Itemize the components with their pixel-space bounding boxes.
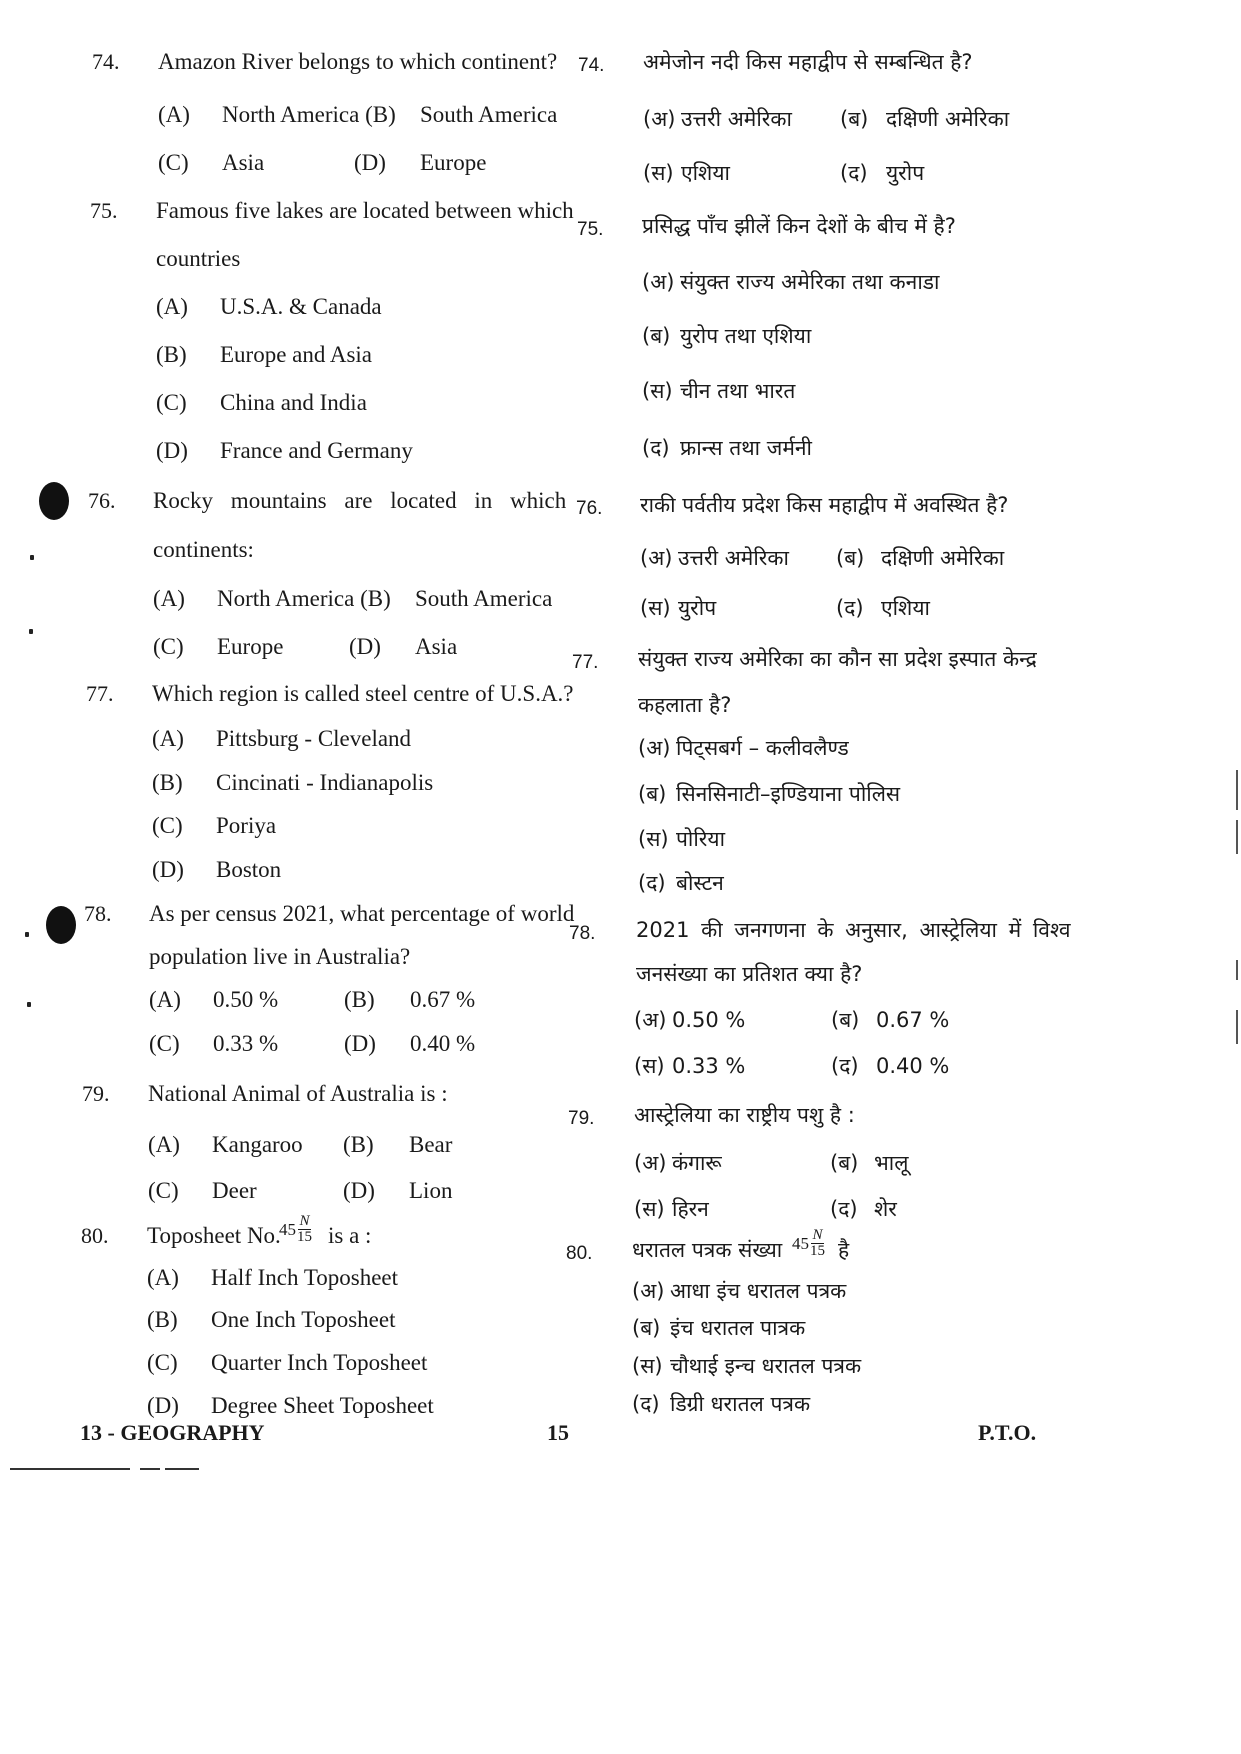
option-label: (A) <box>149 987 181 1012</box>
question-text: प्रसिद्ध पाँच झीलें किन देशों के बीच में है? <box>642 214 956 238</box>
option-label: (A) <box>152 726 184 751</box>
option-text: 0.67 % <box>876 1008 950 1032</box>
option-text: पोरिया <box>676 827 726 851</box>
option-label: (द) <box>632 1392 660 1416</box>
question-number: 77. <box>572 652 599 673</box>
option-text: भालू <box>874 1151 909 1175</box>
option-label: (C) <box>152 813 183 838</box>
option-text: हिरन <box>672 1197 709 1221</box>
option-text: Kangaroo <box>212 1132 303 1157</box>
question-text: संयुक्त राज्य अमेरिका का कौन सा प्रदेश इस्पात केन्द्र <box>638 647 1037 671</box>
option-label: (B) <box>343 1132 374 1157</box>
option-text: युरोप <box>886 161 925 185</box>
option-text: बोस्टन <box>676 871 724 895</box>
fraction-whole: 45 <box>792 1233 809 1253</box>
question-number: 76. <box>88 488 116 513</box>
option-text: Europe <box>420 150 487 175</box>
margin-mark <box>46 906 76 944</box>
option-label: (ब) <box>840 107 869 131</box>
option-text: One Inch Toposheet <box>211 1307 396 1332</box>
option-label: (A) <box>153 586 185 611</box>
option-text: Boston <box>216 857 282 882</box>
option-text: Asia <box>222 150 265 175</box>
option-label: (अ) <box>643 107 676 131</box>
option-label: (D) <box>147 1393 179 1418</box>
question-text: Amazon River belongs to which continent? <box>158 49 558 74</box>
option-text: एशिया <box>881 596 930 620</box>
page-number: 15 <box>547 1420 569 1445</box>
question-text: अमेजोन नदी किस महाद्वीप से सम्बन्धित है? <box>643 50 973 74</box>
footer-rule <box>10 1468 130 1470</box>
option-text: चौथाई इन्च धरातल पत्रक <box>670 1354 862 1378</box>
option-text: डिग्री धरातल पत्रक <box>670 1392 811 1416</box>
fraction-whole: 45 <box>279 1219 296 1239</box>
question-text: राकी पर्वतीय प्रदेश किस महाद्वीप में अवस्थित है? <box>640 493 1009 517</box>
question-number: 78. <box>569 923 596 944</box>
question-number: 74. <box>578 55 605 76</box>
option-label: (अ) <box>634 1151 667 1175</box>
margin-speck <box>27 1002 31 1007</box>
option-text: South America <box>420 102 558 127</box>
option-text: 0.33 % <box>213 1031 279 1056</box>
option-label: (ब) <box>836 546 865 570</box>
option-text: France and Germany <box>220 438 413 463</box>
option-text: 0.50 % <box>213 987 279 1012</box>
toposheet-fraction <box>279 1214 312 1245</box>
option-label: (ब) <box>830 1151 859 1175</box>
option-label: (B) <box>156 342 187 367</box>
option-text: Half Inch Toposheet <box>211 1265 399 1290</box>
option-text: Degree Sheet Toposheet <box>211 1393 434 1418</box>
option-label: (C) <box>148 1178 179 1203</box>
option-label: (A) <box>156 294 188 319</box>
option-text: Poriya <box>216 813 277 838</box>
option-label: (C) <box>153 634 184 659</box>
question-number: 76. <box>576 498 603 519</box>
scan-edge <box>1236 820 1238 854</box>
margin-speck <box>29 629 33 634</box>
option-text: कंगारू <box>672 1151 722 1175</box>
option-label: (स) <box>643 161 674 185</box>
option-text: 0.50 % <box>672 1008 746 1032</box>
option-text: China and India <box>220 390 367 415</box>
question-number: 75. <box>577 219 604 240</box>
option-label: (द) <box>840 161 868 185</box>
option-text: दक्षिणी अमेरिका <box>881 546 1005 570</box>
toposheet-fraction <box>792 1228 825 1259</box>
question-text: Which region is called steel centre of U.S.A.? <box>152 681 574 706</box>
option-text: संयुक्त राज्य अमेरिका तथा कनाडा <box>680 270 940 294</box>
scan-edge <box>1236 1010 1238 1044</box>
option-text: उत्तरी अमेरिका <box>678 546 789 570</box>
option-text: Pittsburg - Cleveland <box>216 726 412 751</box>
option-label: (A) <box>158 102 190 127</box>
option-text: Lion <box>409 1178 453 1203</box>
question-text: National Animal of Australia is : <box>148 1081 448 1106</box>
option-text: Europe and Asia <box>220 342 373 367</box>
option-label: (द) <box>831 1054 859 1078</box>
option-text: युरोप तथा एशिया <box>680 324 812 348</box>
option-text: इंच धरातल पात्रक <box>670 1316 806 1340</box>
question-text: continents: <box>153 537 254 562</box>
question-text: Rocky mountains are located in which <box>153 488 567 513</box>
option-label: (C) <box>149 1031 180 1056</box>
option-text: North America (B) <box>217 586 391 611</box>
fraction-numerator: N <box>812 1227 823 1243</box>
option-text: एशिया <box>681 161 730 185</box>
scan-edge <box>1236 770 1238 810</box>
option-label: (अ) <box>634 1008 667 1032</box>
option-label: (अ) <box>642 270 675 294</box>
question-text: population live in Australia? <box>149 944 411 969</box>
option-label: (द) <box>642 436 670 460</box>
option-label: (B) <box>147 1307 178 1332</box>
option-label: (C) <box>156 390 187 415</box>
option-label: (अ) <box>638 736 671 760</box>
question-number: 74. <box>92 49 120 74</box>
margin-mark <box>39 482 69 520</box>
question-number: 80. <box>566 1243 593 1264</box>
question-text: is a : <box>328 1223 372 1248</box>
option-label: (स) <box>634 1197 665 1221</box>
option-text: 0.33 % <box>672 1054 746 1078</box>
option-label: (D) <box>349 634 381 659</box>
option-label: (D) <box>354 150 386 175</box>
question-number: 77. <box>86 681 114 706</box>
question-number: 78. <box>84 901 112 926</box>
fraction-denominator: 15 <box>810 1243 825 1259</box>
question-number: 75. <box>90 198 118 223</box>
option-text: उत्तरी अमेरिका <box>681 107 792 131</box>
option-label: (D) <box>152 857 184 882</box>
option-text: युरोप <box>678 596 717 620</box>
option-label: (स) <box>634 1054 665 1078</box>
option-text: चीन तथा भारत <box>680 379 796 403</box>
question-text: कहलाता है? <box>638 693 732 717</box>
option-label: (ब) <box>642 324 671 348</box>
option-label: (ब) <box>632 1316 661 1340</box>
option-text: 0.67 % <box>410 987 476 1012</box>
option-label: (A) <box>147 1265 179 1290</box>
option-label: (B) <box>152 770 183 795</box>
option-label: (D) <box>343 1178 375 1203</box>
option-text: Cincinati - Indianapolis <box>216 770 434 795</box>
question-text: Toposheet No. <box>147 1223 281 1248</box>
fraction-numerator: N <box>299 1213 310 1229</box>
question-text: As per census 2021, what percentage of world <box>149 901 575 926</box>
option-label: (अ) <box>632 1279 665 1303</box>
option-text: U.S.A. & Canada <box>220 294 382 319</box>
question-text: है <box>838 1238 850 1262</box>
option-label: (अ) <box>640 546 673 570</box>
footer-rule <box>140 1468 160 1470</box>
option-text: पिट्सबर्ग – कलीवलैण्ड <box>676 736 849 760</box>
footer-rule <box>165 1468 199 1470</box>
question-text: 2021 की जनगणना के अनुसार, आस्ट्रेलिया में विश्व <box>636 918 1071 942</box>
question-text: आस्ट्रेलिया का राष्ट्रीय पशु है : <box>634 1103 855 1127</box>
option-label: (B) <box>344 987 375 1012</box>
margin-speck <box>30 555 34 560</box>
option-label: (C) <box>147 1350 178 1375</box>
option-label: (द) <box>836 596 864 620</box>
scan-edge <box>1236 960 1238 980</box>
option-label: (द) <box>638 871 666 895</box>
footer-subject: 13 - GEOGRAPHY <box>80 1420 265 1445</box>
option-text: शेर <box>874 1197 897 1221</box>
option-text: फ्रान्स तथा जर्मनी <box>680 436 813 460</box>
option-label: (ब) <box>831 1008 860 1032</box>
option-text: Quarter Inch Toposheet <box>211 1350 428 1375</box>
question-number: 79. <box>568 1108 595 1129</box>
question-text: countries <box>156 246 241 271</box>
option-text: Deer <box>212 1178 257 1203</box>
option-label: (स) <box>640 596 671 620</box>
option-text: 0.40 % <box>876 1054 950 1078</box>
option-text: Europe <box>217 634 284 659</box>
option-label: (द) <box>830 1197 858 1221</box>
question-number: 79. <box>82 1081 110 1106</box>
option-label: (D) <box>344 1031 376 1056</box>
question-text: धरातल पत्रक संख्या <box>632 1238 783 1262</box>
option-text: आधा इंच धरातल पत्रक <box>670 1279 847 1303</box>
option-text: North America (B) <box>222 102 396 127</box>
option-label: (स) <box>638 827 669 851</box>
fraction-denominator: 15 <box>297 1229 312 1245</box>
option-text: दक्षिणी अमेरिका <box>886 107 1010 131</box>
question-text: Famous five lakes are located between which <box>156 198 574 223</box>
option-label: (स) <box>642 379 673 403</box>
option-label: (D) <box>156 438 188 463</box>
option-text: 0.40 % <box>410 1031 476 1056</box>
option-label: (A) <box>148 1132 180 1157</box>
footer-pto: P.T.O. <box>978 1420 1037 1445</box>
option-label: (स) <box>632 1354 663 1378</box>
option-text: Asia <box>415 634 458 659</box>
option-text: सिनसिनाटी–इण्डियाना पोलिस <box>676 782 901 806</box>
margin-speck <box>25 932 29 937</box>
question-number: 80. <box>81 1223 109 1248</box>
option-label: (C) <box>158 150 189 175</box>
question-text: जनसंख्या का प्रतिशत क्या है? <box>636 962 863 986</box>
option-text: South America <box>415 586 553 611</box>
option-label: (ब) <box>638 782 667 806</box>
option-text: Bear <box>409 1132 453 1157</box>
